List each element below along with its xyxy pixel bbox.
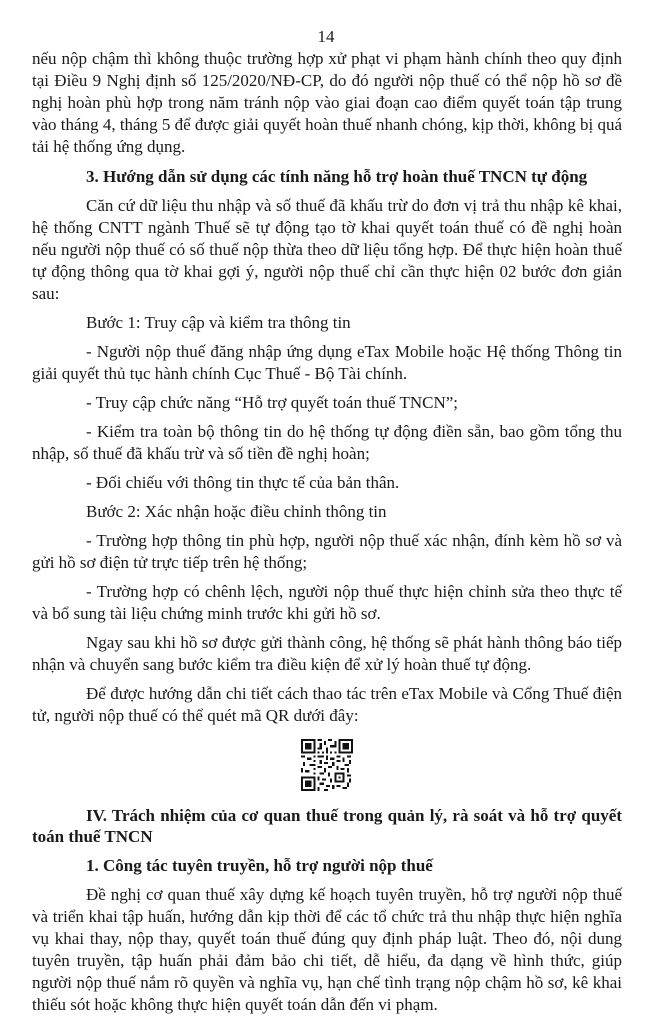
qr-code[interactable] xyxy=(301,739,353,791)
step-1-item: - Đối chiếu với thông tin thực tế của bản thân. xyxy=(86,473,400,492)
section-3-heading: 3. Hướng dẫn sử dụng các tính năng hỗ trợ hoàn thuế TNCN tự động xyxy=(86,167,588,186)
step-2-item: - Trường hợp thông tin phù hợp, người nộp thuế xác nhận, đính kèm hồ sơ và gửi hồ sơ điện tử trực tiếp trên hệ thống; xyxy=(32,531,622,572)
step-1-item: - Truy cập chức năng “Hỗ trợ quyết toán thuế TNCN”; xyxy=(86,393,458,412)
qr-instruction: Để được hướng dẫn chi tiết cách thao tác trên eTax Mobile và Cổng Thuế điện tử, người nộp thuế có thể quét mã QR dưới đây: xyxy=(32,684,622,725)
step-1-title: Bước 1: Truy cập và kiểm tra thông tin xyxy=(86,313,351,332)
step-1-item: - Kiểm tra toàn bộ thông tin do hệ thống tự động điền sẵn, bao gồm tổng thu nhập, số thuế đã khấu trừ và số tiền đề nghị hoàn; xyxy=(32,422,622,463)
step-2-item: - Trường hợp có chênh lệch, người nộp thuế thực hiện chỉnh sửa theo thực tế và bổ sung tài liệu chứng minh trước khi gửi hồ sơ. xyxy=(32,582,622,623)
section-3-intro: Căn cứ dữ liệu thu nhập và số thuế đã khấu trừ do đơn vị trả thu nhập kê khai, hệ thống CNTT ngành Thuế sẽ tự động tạo tờ khai quyết toán thuế có đề nghị hoàn nếu người nộp thuế có số thuế nộp thừa theo dữ liệu tổng hợp. Để thực hiện hoàn thuế tự động thông qua tờ khai gợi ý, người nộp thuế chỉ cần thực hiện 02 bước đơn giản sau: xyxy=(32,196,622,303)
section-4-sub1-body: Đề nghị cơ quan thuế xây dựng kế hoạch tuyên truyền, hỗ trợ người nộp thuế và triển khai tập huấn, hướng dẫn kịp thời để các tổ chức trả thu nhập thực hiện nghĩa vụ khai thay, nộp thay, quyết toán thuế đúng quy định pháp luật. Theo đó, nội dung tuyên truyền, tập huấn phải đảm bảo chi tiết, dễ hiểu, đa dạng về hình thức, giúp người nộp thuế nắm rõ quyền và nghĩa vụ, hạn chế tình trạng nộp chậm hồ sơ, kê khai thiếu sót hoặc không thực hiện quyết toán dẫn đến vi phạm. xyxy=(32,885,622,1014)
step-1-item: - Người nộp thuế đăng nhập ứng dụng eTax Mobile hoặc Hệ thống Thông tin giải quyết thủ tục hành chính Cục Thuế - Bộ Tài chính. xyxy=(32,342,622,383)
page-body xyxy=(32,48,622,1016)
step-2-title: Bước 2: Xác nhận hoặc điều chỉnh thông tin xyxy=(86,502,387,521)
after-submit-paragraph: Ngay sau khi hồ sơ được gửi thành công, hệ thống sẽ phát hành thông báo tiếp nhận và chuyển sang bước kiểm tra điều kiện để xử lý hoàn thuế tự động. xyxy=(32,633,622,674)
page-number: 14 xyxy=(317,27,335,46)
intro-paragraph: nếu nộp chậm thì không thuộc trường hợp xử phạt vi phạm hành chính theo quy định tại Điều 9 Nghị định số 125/2020/NĐ-CP, do đó người nộp thuế có thể nộp hồ sơ đề nghị hoàn phù hợp trong năm tránh nộp vào giai đoạn cao điểm quyết toán tập trung vào tháng 4, tháng 5 để được giải quyết hoàn thuế nhanh chóng, kịp thời, không bị quá tải hệ thống ứng dụng. xyxy=(32,49,622,156)
section-4-sub1-heading: 1. Công tác tuyên truyền, hỗ trợ người nộp thuế xyxy=(86,856,433,875)
section-4-heading: IV. Trách nhiệm của cơ quan thuế trong quản lý, rà soát và hỗ trợ quyết toán thuế TNCN xyxy=(32,806,622,846)
qr-code-icon xyxy=(301,739,353,791)
